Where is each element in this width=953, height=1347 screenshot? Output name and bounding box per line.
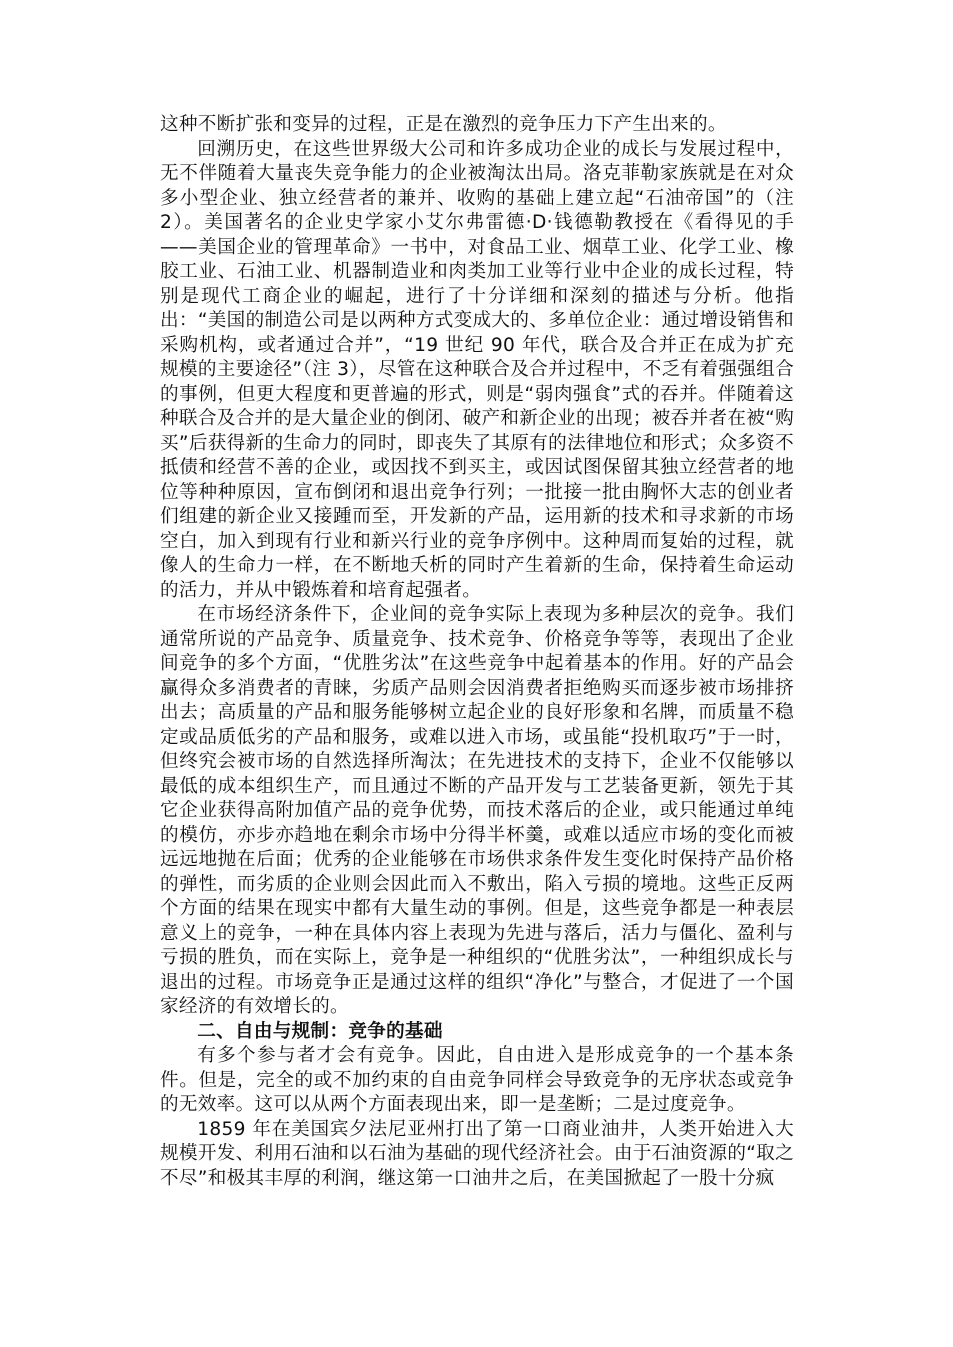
paragraph-oil-1859: 1859 年在美国宾夕法尼亚州打出了第一口商业油井，人类开始进入大规模开发、利用石油和以石油为基础的现代经济社会。由于石油资源的“取之不尽”和极其丰厚的利润，继这第一口油井之后，在美国掀起了一股十分疯: [160, 1118, 794, 1189]
document-page: [160, 113, 794, 1191]
section-heading: 二、自由与规制：竞争的基础: [197, 1020, 443, 1042]
paragraph-continuation: 这种不断扩张和变异的过程，正是在激烈的竞争压力下产生出来的。: [160, 114, 727, 135]
paragraph-free-entry: 有多个参与者才会有竞争。因此，自由进入是形成竞争的一个基本条件。但是，完全的或不加约束的自由竞争同样会导致竞争的无序状态或竞争的无效率。这可以从两个方面表现出来，即一是垄断；二是过度竞争。: [160, 1045, 794, 1115]
paragraph-history: 回溯历史，在这些世界级大公司和许多成功企业的成长与发展过程中，无不伴随着大量丧失竞争能力的企业被淘汰出局。洛克菲勒家族就是在对众多小型企业、独立经营者的兼并、收购的基础上建立起“石油帝国”的（注2）。美国著名的企业史学家小艾尔弗雷德·D·钱德勒教授在《看得见的手——美国企业的管理革命》一书中，对食品工业、烟草工业、化学工业、橡胶工业、石油工业、机器制造业和肉类加工业等行业中企业的成长过程，特别是现代工商企业的崛起，进行了十分详细和深刻的描述与分析。他指出：“美国的制造公司是以两种方式变成大的、多单位企业：通过增设销售和采购机构，或者通过合并”，“19 世纪 90 年代，联合及合并正在成为扩充规模的主要途径”（注 3），尽管在这种联合及合并过程中，不乏有着强强组合的事例，但更大程度和更普遍的形式，则是“弱肉强食”式的吞并。伴随着这种联合及合并的是大量企业的倒闭、破产和新企业的出现；被吞并者在被“购买”后获得新的生命力的同时，即丧失了其原有的法律地位和形式；众多资不抵债和经营不善的企业，或因找不到买主，或因试图保留其独立经营者的地位等种种原因，宣布倒闭和退出竞争行列；一批接一批由胸怀大志的创业者们组建的新企业又接踵而至，开发新的产品，运用新的技术和寻求新的市场空白，加入到现有行业和新兴行业的竞争序例中。这种周而复始的过程，就像人的生命力一样，在不断地夭析的同时产生着新的生命，保持着生命运动的活力，并从中锻炼着和培育起强者。: [160, 138, 794, 601]
paragraph-market-competition: 在市场经济条件下，企业间的竞争实际上表现为多种层次的竞争。我们通常所说的产品竞争、质量竞争、技术竞争、价格竞争等等，表现出了企业间竞争的多个方面，“优胜劣汰”在这些竞争中起着基本的作用。好的产品会赢得众多消费者的青睐，劣质产品则会因消费者拒绝购买而逐步被市场排挤出去；高质量的产品和服务能够树立起企业的良好形象和名牌，而质量不稳定或品质低劣的产品和服务，或难以进入市场，或虽能“投机取巧”于一时，但终究会被市场的自然选择所淘汰；在先进技术的支持下，企业不仅能够以最低的成本组织生产，而且通过不断的产品开发与工艺装备更新，领先于其它企业获得高附加值产品的竞争优势，而技术落后的企业，或只能通过单纯的模仿，亦步亦趋地在剩余市场中分得半杯羹，或难以适应市场的变化而被远远地抛在后面；优秀的企业能够在市场供求条件发生变化时保持产品价格的弹性，而劣质的企业则会因此而入不敷出，陷入亏损的境地。这些正反两个方面的结果在现实中都有大量生动的事例。但是，这些竞争都是一种表层意义上的竞争，一种在具体内容上表现为先进与落后，活力与僵化、盈利与亏损的胜负，而在实际上，竞争是一种组织的“优胜劣汰”，一种组织成长与退出的过程。市场竞争正是通过这样的组织“净化”与整合，才促进了一个国家经济的有效增长的。: [160, 604, 794, 1017]
